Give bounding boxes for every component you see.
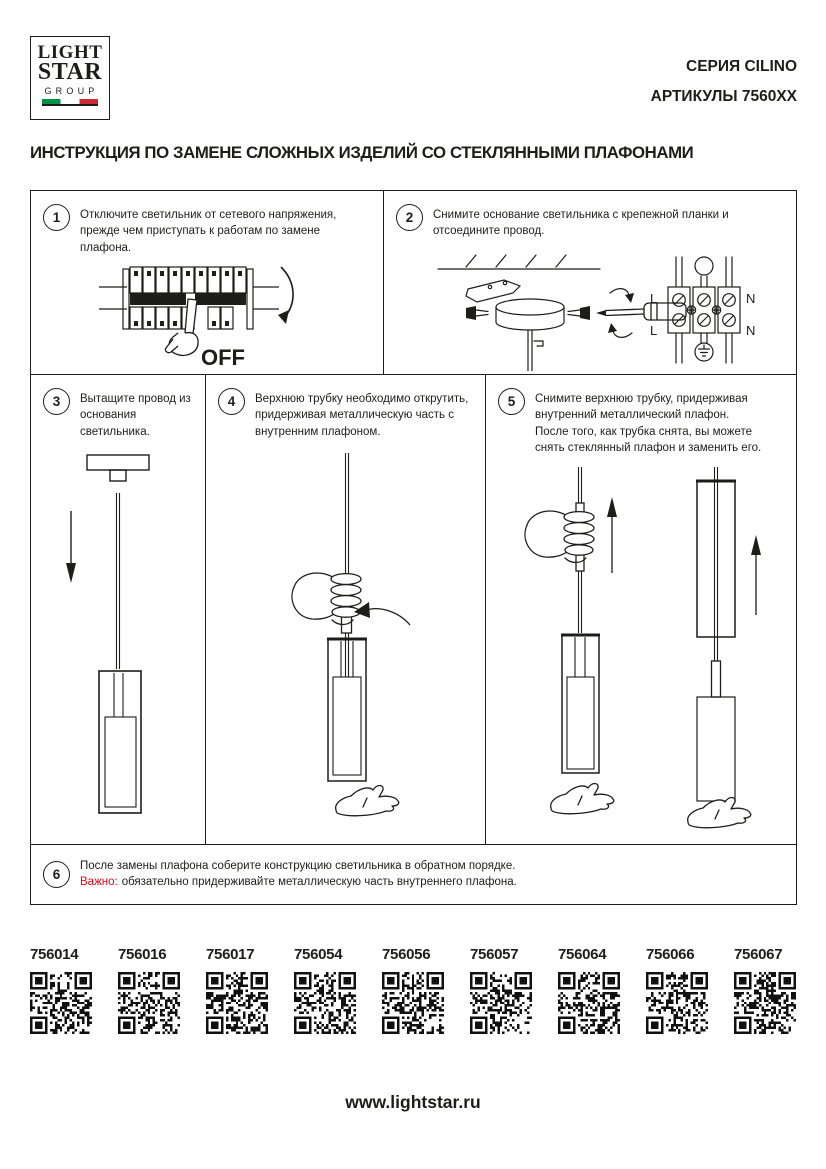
qr-code <box>294 972 356 1034</box>
logo-word-light: LIGHT <box>37 42 103 63</box>
article-column <box>294 946 357 1034</box>
article-column <box>646 946 709 1034</box>
ceiling-hatching <box>438 255 600 269</box>
qr-code <box>734 972 796 1034</box>
circuit-breaker-illustration <box>83 253 318 371</box>
grip-hand-icon <box>292 573 361 624</box>
glass-shade <box>567 677 594 769</box>
terminal-screws <box>673 294 736 327</box>
rotate-left-arrow-icon <box>354 602 410 625</box>
article-number: 756054 <box>294 946 343 963</box>
step-2-cell <box>384 191 796 374</box>
important-text: обязательно придерживайте металлическую часть внутреннего плафона. <box>121 876 517 889</box>
wiring-label-n-top: N <box>746 291 756 306</box>
step-6-badge: 6 <box>43 861 70 888</box>
raised-tube <box>696 481 736 637</box>
step-5-text2: После того, как трубка снята, вы можете снять стеклянный плафон и заменить его. <box>535 425 762 454</box>
article-qr-strip <box>30 946 797 1034</box>
base-removal-illustration <box>410 249 772 371</box>
pendant-body <box>99 671 141 813</box>
step-2-text: Снимите основание светильника с крепежной планки и отсоедините провод. <box>433 209 729 238</box>
step-6-text: После замены плафона соберите конструкцию светильника в обратном порядке. <box>80 860 516 872</box>
article-number: 756057 <box>470 946 519 963</box>
glass-shade <box>333 677 361 775</box>
step-4-text: Верхнюю трубку необходимо открутить, придерживая металлическую часть с внутренним плафоном. <box>255 393 469 438</box>
ground-symbol-icon <box>695 343 713 361</box>
step-3-text: Вытащите провод из основания светильника. <box>80 393 191 438</box>
italian-flag-stripe <box>42 99 98 106</box>
article-column <box>470 946 533 1034</box>
article-number: 756056 <box>382 946 431 963</box>
rotate-arrow-icon <box>608 289 634 338</box>
article-column <box>206 946 269 1034</box>
logo-word-star: STAR <box>37 59 103 86</box>
curved-down-arrow-icon <box>278 267 293 324</box>
step-3-badge: 3 <box>43 388 70 415</box>
grip-hand-icon <box>525 511 594 562</box>
logo-word-group: GROUP <box>44 86 99 97</box>
step-5-badge: 5 <box>498 388 525 415</box>
qr-code <box>558 972 620 1034</box>
open-hand-icon <box>688 798 751 828</box>
series-title: СЕРИЯ CILINO <box>686 58 797 75</box>
step-2-badge: 2 <box>396 204 423 231</box>
wiring-label-l-bottom: L <box>650 323 658 338</box>
remove-tube-illustration <box>492 465 794 837</box>
glass-shade <box>105 717 136 807</box>
qr-code <box>206 972 268 1034</box>
article-column <box>734 946 797 1034</box>
step-1-cell <box>31 191 384 374</box>
unscrew-tube-illustration <box>214 449 479 834</box>
article-column <box>30 946 93 1034</box>
qr-code <box>470 972 532 1034</box>
pendant-body <box>327 639 367 781</box>
qr-code <box>30 972 92 1034</box>
qr-code <box>646 972 708 1034</box>
screwdriver-icon <box>596 303 686 320</box>
article-column <box>118 946 181 1034</box>
pendant-body <box>561 635 600 773</box>
article-number: 756066 <box>646 946 695 963</box>
open-hand-icon <box>551 784 614 814</box>
qr-code <box>118 972 180 1034</box>
step-3-cell <box>31 375 206 844</box>
wiring-label-n-bottom: N <box>746 323 756 338</box>
step-4-cell <box>206 375 486 844</box>
pull-wire-illustration <box>35 449 200 829</box>
canopy <box>87 455 149 470</box>
step-5-cell <box>486 375 796 844</box>
step-6-cell <box>31 845 796 904</box>
screw-right <box>568 306 590 320</box>
article-number: 756067 <box>734 946 783 963</box>
up-arrow-icon-2 <box>751 535 761 615</box>
article-number: 756064 <box>558 946 607 963</box>
header-series-block <box>651 52 797 112</box>
breaker-top-row <box>130 267 246 293</box>
mounting-bracket <box>466 280 520 302</box>
off-label: OFF <box>201 345 245 370</box>
open-hand-icon <box>336 786 399 816</box>
wiring-label-l-top: L <box>650 291 658 306</box>
step-1-text: Отключите светильник от сетевого напряжения, прежде чем приступать к работам по замене плафона. <box>80 209 337 254</box>
lamp-base <box>496 299 564 371</box>
website-link: www.lightstar.ru <box>345 1092 481 1112</box>
article-number: 756014 <box>30 946 79 963</box>
article-column <box>382 946 445 1034</box>
down-arrow-icon <box>66 511 76 583</box>
breaker-bottom-row <box>130 307 233 329</box>
article-number: 756017 <box>206 946 255 963</box>
step-5-text: Снимите верхнюю трубку, придерживая внутренний металлический плафон. <box>535 393 748 422</box>
glass-shade-exposed <box>697 697 735 801</box>
important-label: Важно: <box>80 876 118 889</box>
up-arrow-icon <box>607 497 617 573</box>
article-number: 756016 <box>118 946 167 963</box>
top-connector-circle <box>695 257 713 275</box>
terminal-block-diagram <box>668 257 740 363</box>
qr-code <box>382 972 444 1034</box>
step-4-badge: 4 <box>218 388 245 415</box>
articles-title: АРТИКУЛЫ 7560XX <box>650 88 797 106</box>
instruction-table <box>30 190 797 905</box>
article-column <box>558 946 621 1034</box>
step-1-badge: 1 <box>43 204 70 231</box>
lightstar-logo <box>30 36 110 120</box>
page-title: ИНСТРУКЦИЯ ПО ЗАМЕНЕ СЛОЖНЫХ ИЗДЕЛИЙ СО СТЕКЛЯННЫМИ ПЛАФОНАМИ <box>30 143 694 162</box>
screw-left <box>466 306 488 320</box>
